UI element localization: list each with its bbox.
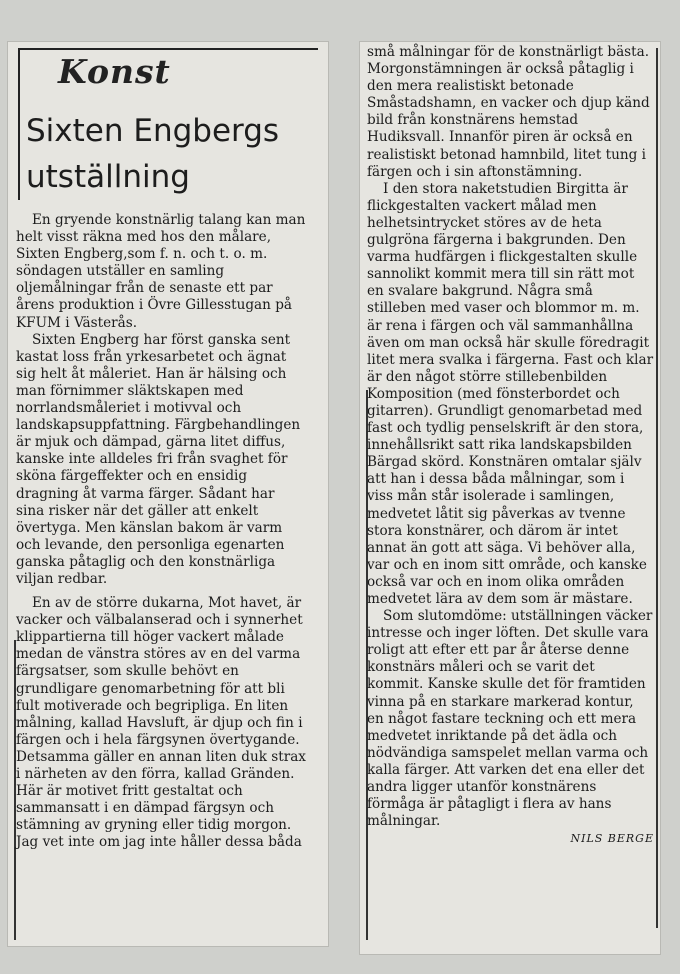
article-headline [26,108,326,200]
paragraph-5: I den stora naketstudien Birgitta är flickgestalten vackert målad men helhetsintrycket störes av de heta gulgröna färgerna i bakgrunden. Den varma hudfärgen i flickgestalten skulle sannolikt kommit mera till sin rätt mot en svalare bakgrund. Några små stilleben med vaser och blommor m. m. är rena i färgen och väl sammanhållna även om man också här skulle föredragit litet mera svalka i färgerna. Fast och klar är den något större stillebenbilden Komposition (med fönsterbordet och gitarren). Grundligt genomarbetad med fast och tydlig penselskrift är den stora, innehållsrikt satt rika landskapsbilden Bärgad skörd. Konstnären omtalar själv att han i dessa båda målningar, som i viss mån står isolerade i samlingen, medvetet låtit sig påverkas av tvenne stora konstnärer, och därom är intet annat än gott att säga. Vi behöver alla, var och en inom sitt område, och kanske också var och en inom olika områden medvetet lära av dem som är mästare. [367,180,654,607]
paragraph-2: Sixten Engberg har först ganska sent kastat loss från yrkesarbetet och ägnat sig helt åt måleriet. Han är hälsing och man förnimmer släktskapen med norrlandsmåleriet i motivval och landskapsuppfattning. Färgbehandlingen är mjuk och dämpad, gärna litet diffus, kanske inte alldeles fri från svaghet för sköna färgeffekter och en ensidig dragning åt varma färger. Sådant har sina risker när det gäller att enkelt övertyga. Men känslan bakom är varm och levande, den personliga egenarten ganska påtaglig och den konstnärliga viljan redbar. [16,331,301,587]
paragraph-6: Som slutomdöme: utställningen väcker intresse och inger löften. Det skulle vara roligt att efter ett par år återse denne konstnärs måleri och se varit det kommit. Kanske skulle det för framtiden vinna på en starkare markerad kontur, en något fastare teckning och ett mera medvetet inriktande på det ädla och nödvändiga samspelet mellan varma och kalla färger. Att varken det ena eller det andra ligger utanför konstnärens förmåga är påtagligt i flera av hans målningar. [367,608,653,830]
paragraph-3: En av de större dukarna, Mot havet, är vacker och välbalanserad och i synnerhet klippartierna till höger vackert målade medan de vänstra störes av en del varma färgsatser, som skulle behövt en grundligare genomarbetning för att bli fult motiverade och begripliga. En liten målning, kallad Havsluft, är djup och fin i färgen och i hela färgsynen övertygande. Detsamma gäller en annan liten duk strax i närheten av den förra, kallad Gränden. Här är motivet fritt gestaltat och sammansatt i en dämpad färgsyn och stämning av gryning eller tidig morgon. Jag vet inte om jag inte håller dessa båda [16,595,306,851]
headline-line-2: utställning [26,159,190,195]
headline-line-1: Sixten Engbergs [26,113,280,149]
byline: NILS BERGE [570,832,654,846]
section-kicker: Konst [58,52,171,91]
column-rule-right-side [656,48,658,928]
paragraph-1: En gryende konstnärlig talang kan man helt visst räkna med hos den målare, Sixten Engberg,som f. n. och t. o. m. söndagen utställer en samling oljemålningar från de senaste ett par årens produktion i Övre Gillesstugan på KFUM i Västerås. [16,212,306,331]
right-column [367,44,654,847]
left-column [16,212,306,851]
paragraph-4: små målningar för de konstnärligt bästa. Morgonstämningen är också påtaglig i den mera realistiskt betonade Småstadshamn, en vacker och djup känd bild från konstnärens hemstad Hudiksvall. Innanför piren är också en realistiskt betonad hamnbild, litet tung i färgen och i sin aftonstämning. [367,44,650,180]
